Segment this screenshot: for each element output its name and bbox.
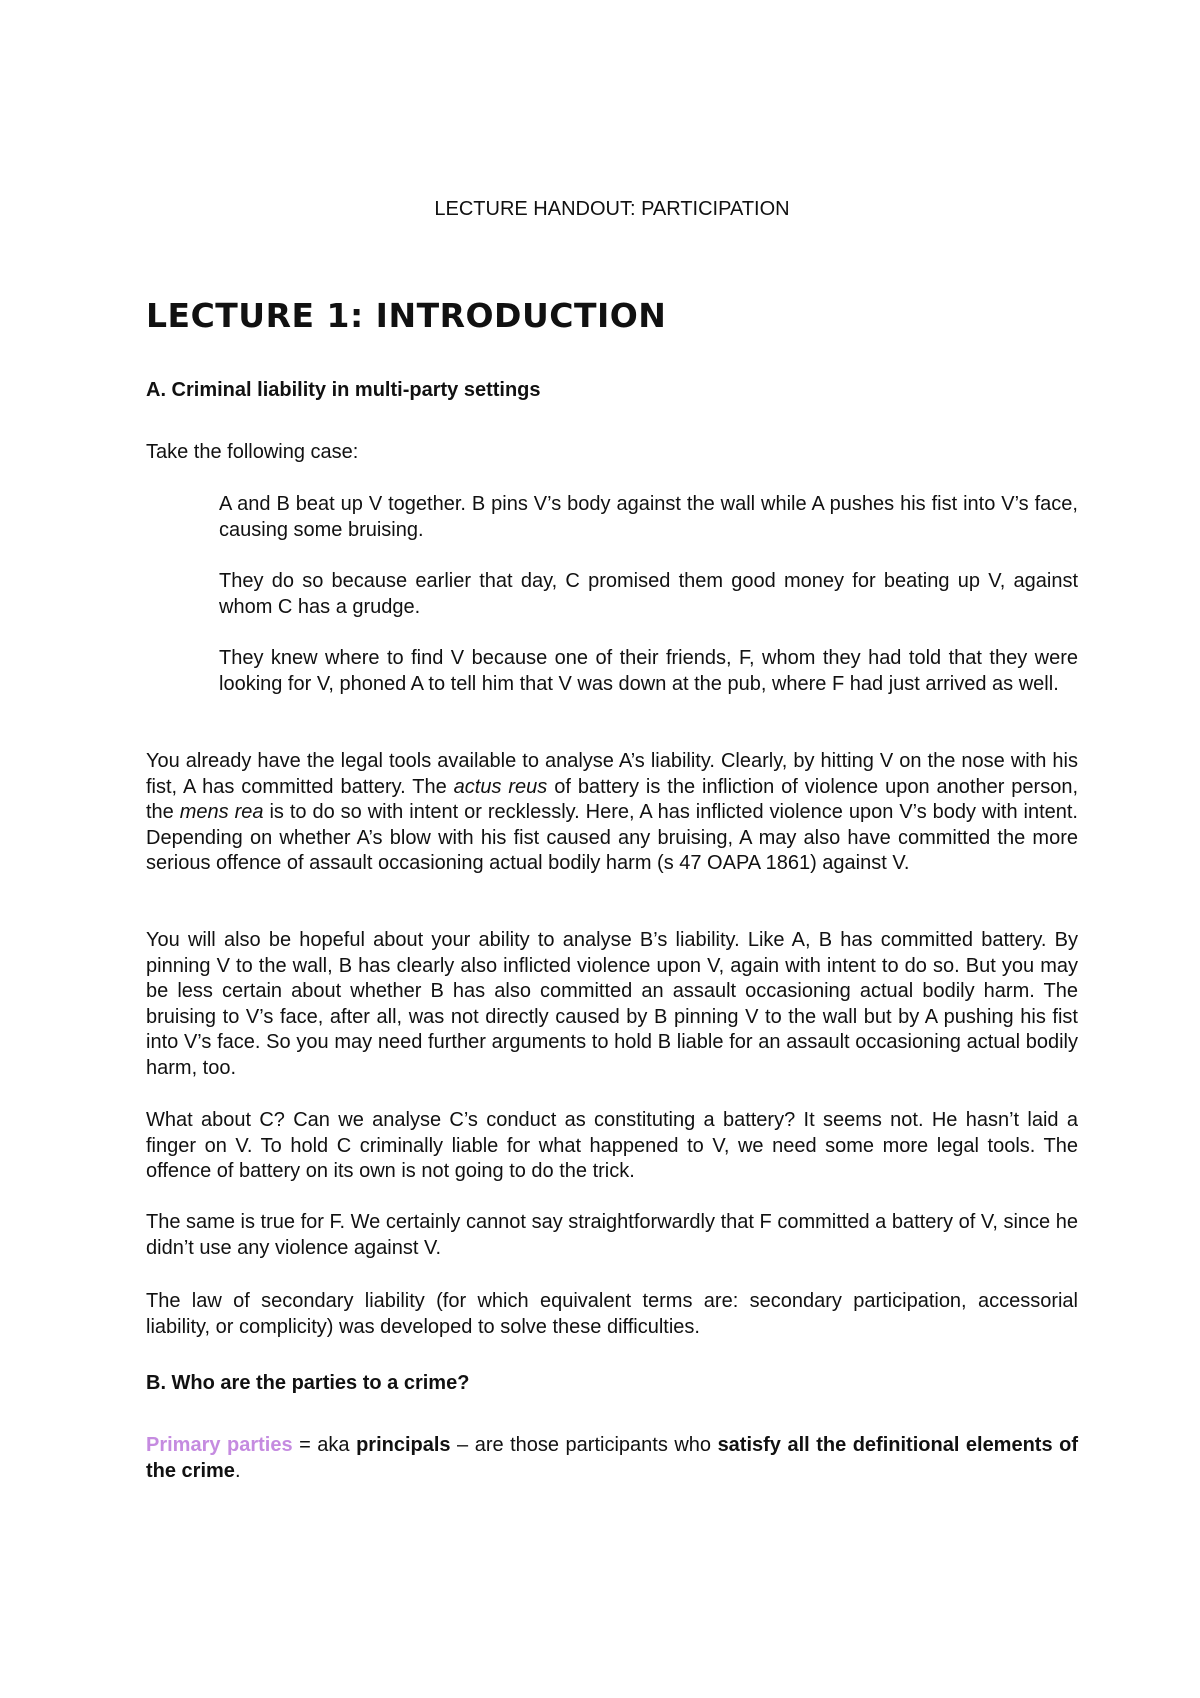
case-paragraph: A and B beat up V together. B pins V’s body against the wall while A pushes his fist into V’s face, causing some bruising. — [219, 493, 1078, 541]
body-text: is to do so with intent or recklessly. Here, A has inflicted violence upon V’s body with intent. Depending on whether A’s blow with his fist caused any bruising, A may also have committed the more serious offence of assault occasioning actual bodily harm (s 47 OAPA 1861) against V. — [146, 801, 1078, 875]
body-text: . — [234, 1459, 241, 1482]
document-page — [146, 0, 1078, 1698]
italic-term: mens rea — [179, 801, 264, 824]
analysis-paragraph-f: The same is true for F. We certainly cannot say straightforwardly that F committed a battery of V, since he didn’t use any violence against V. — [146, 1211, 1078, 1259]
italic-term: actus reus — [453, 775, 548, 798]
primary-parties-definition — [146, 1433, 1078, 1484]
body-text: = aka — [292, 1434, 357, 1456]
body-text: You already have the legal tools available to analyse A’s liability. Clearly, by hitting V on the nose with his fist, A has committed battery. The — [146, 750, 1078, 798]
section-b-heading: B. Who are the parties to a crime? — [146, 1372, 470, 1394]
secondary-liability-paragraph: The law of secondary liability (for which equivalent terms are: secondary participation, accessorial liability, or complicity) was developed to solve these difficulties. — [146, 1290, 1078, 1338]
section-a-heading: A. Criminal liability in multi-party settings — [146, 379, 541, 401]
body-text: of battery is the infliction of violence upon another person, the — [146, 775, 1078, 824]
analysis-paragraph-b: You will also be hopeful about your ability to analyse B’s liability. Like A, B has committed battery. By pinning V to the wall, B has clearly also inflicted violence upon V, again with intent to do so. But you may be less certain about whether B has also committed an assault occasioning actual bodily harm. The bruising to V’s face, after all, was not directly caused by B pinning V to the wall but by A pushing his fist into V’s face. So you may need further arguments to hold B liable for an assault occasioning actual bodily harm, too. — [146, 929, 1078, 1079]
case-paragraph: They knew where to find V because one of their friends, F, whom they had told that they were looking for V, phoned A to tell him that V was down at the pub, where F had just arrived as well. — [219, 647, 1078, 695]
analysis-paragraph-a — [146, 749, 1078, 877]
document-title: LECTURE HANDOUT: PARTICIPATION — [434, 198, 790, 220]
lecture-heading: LECTURE 1: INTRODUCTION — [146, 296, 667, 335]
case-intro-text: Take the following case: — [146, 441, 359, 463]
primary-parties-term: Primary parties — [146, 1434, 293, 1456]
case-paragraph: They do so because earlier that day, C promised them good money for beating up V, against whom C has a grudge. — [219, 570, 1078, 618]
analysis-paragraph-c: What about C? Can we analyse C’s conduct as constituting a battery? It seems not. He hasn’t laid a finger on V. To hold C criminally liable for what happened to V, we need some more legal tools. The offence of battery on its own is not going to do the trick. — [146, 1109, 1078, 1183]
body-text: – are those participants who — [450, 1434, 718, 1456]
bold-term: principals — [356, 1434, 451, 1456]
bold-term: satisfy all the definitional elements of the crime — [146, 1434, 1078, 1482]
